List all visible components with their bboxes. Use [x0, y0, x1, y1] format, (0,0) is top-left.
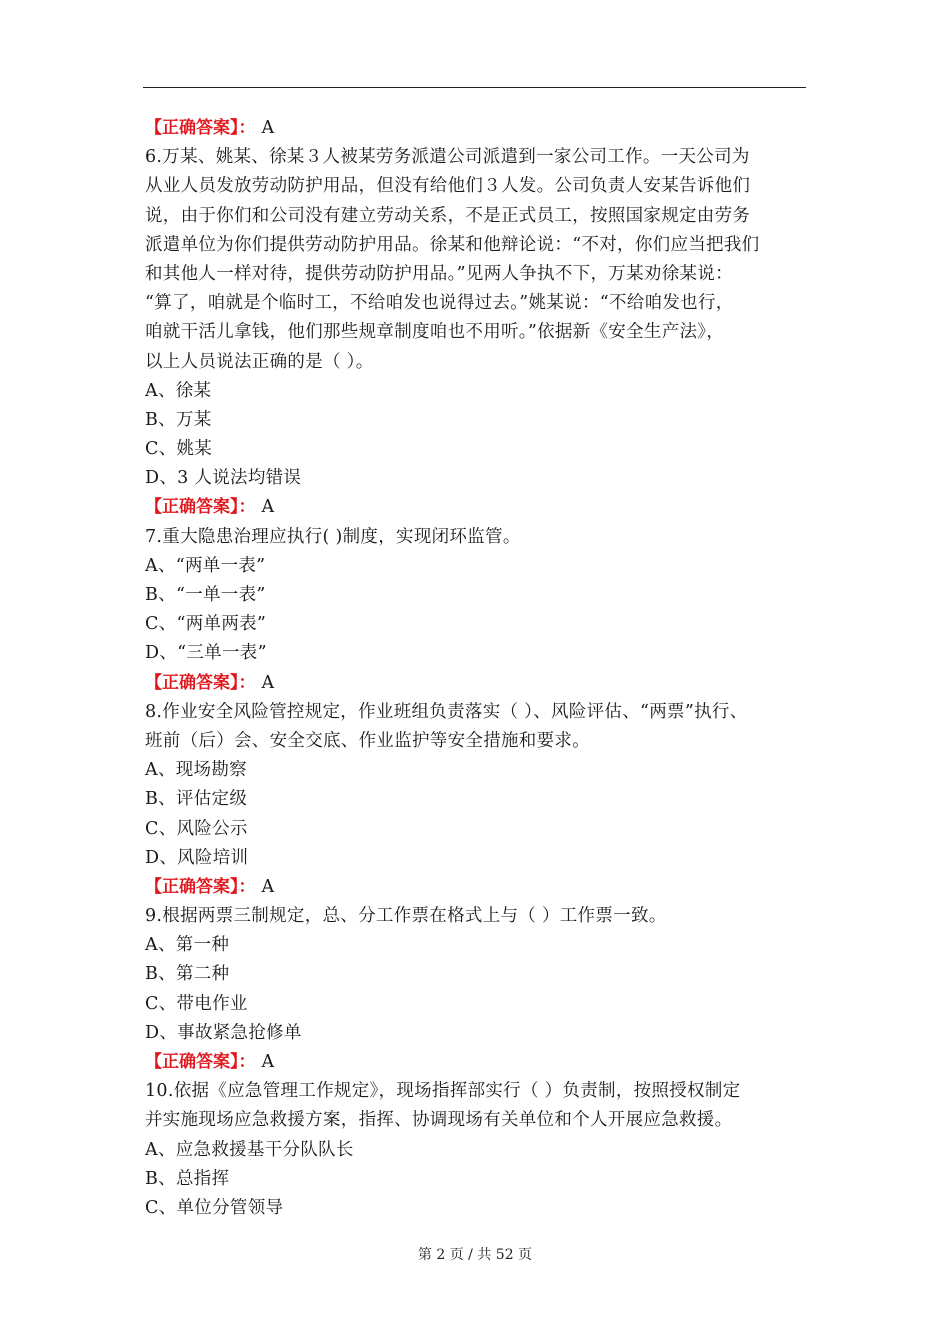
- correct-answer-line: [145, 493, 815, 522]
- answer-option: D、事故紧急抢修单: [145, 1022, 302, 1043]
- answer-option: A、“两单一表”: [145, 555, 266, 576]
- answer-option: C、“两单两表”: [145, 614, 267, 635]
- question-text-line: 8.作业安全风险管控规定，作业班组负责落实（ ）、风险评估、“两票”执行、: [145, 701, 748, 722]
- answer-option: D、3 人说法均错误: [145, 468, 302, 489]
- correct-answer-value: A: [261, 672, 275, 693]
- correct-answer-line: [145, 873, 815, 902]
- answer-option: D、“三单一表”: [145, 643, 267, 664]
- answer-option: B、万某: [145, 409, 212, 430]
- answer-option: C、带电作业: [145, 993, 248, 1014]
- question-text-line: 派遣单位为你们提供劳动防护用品。徐某和他辩论说：“不对，你们应当把我们: [145, 234, 760, 255]
- answer-option: C、姚某: [145, 439, 213, 460]
- correct-answer-label: 【正确答案】：: [145, 672, 256, 693]
- correct-answer-line: [145, 114, 815, 143]
- answer-option: B、“一单一表”: [145, 585, 266, 605]
- question-text-line: 10.依据《应急管理工作规定》，现场指挥部实行（ ）负责制，按照授权制定: [145, 1081, 741, 1102]
- answer-option: B、评估定级: [145, 789, 248, 810]
- answer-option: A、应急救援基干分队队长: [145, 1139, 354, 1160]
- question-text-line: 并实施现场应急救援方案，指挥、协调现场有关单位和个人开展应急救援。: [145, 1110, 733, 1131]
- correct-answer-label: 【正确答案】：: [145, 118, 256, 138]
- question-text-line: 班前（后）会、安全交底、作业监护等安全措施和要求。: [145, 730, 590, 751]
- correct-answer-line: [145, 669, 815, 698]
- question-text-line: 咱就干活儿拿钱，他们那些规章制度咱也不用听。”依据新《安全生产法》，: [145, 322, 725, 343]
- question-text-line: 说，由于你们和公司没有建立劳动关系，不是正式员工，按照国家规定由劳务: [145, 205, 751, 226]
- correct-answer-label: 【正确答案】：: [145, 876, 256, 897]
- question-text-line: 和其他人一样对待，提供劳动防护用品。”见两人争执不下，万某劝徐某说：: [145, 263, 733, 284]
- document-body: [145, 114, 815, 1223]
- correct-answer-value: A: [261, 118, 275, 138]
- correct-answer-value: A: [261, 1052, 275, 1072]
- correct-answer-label: 【正确答案】：: [145, 1052, 256, 1072]
- correct-answer-label: 【正确答案】：: [145, 497, 256, 518]
- answer-option: A、第一种: [145, 935, 230, 956]
- question-text-line: “算了，咱就是个临时工，不给咱发也说得过去。”姚某说：“不给咱发也行，: [145, 293, 734, 314]
- question-text-line: 6.万某、姚某、徐某３人被某劳务派遣公司派遣到一家公司工作。一天公司为: [145, 147, 750, 168]
- answer-option: B、第二种: [145, 964, 230, 985]
- question-text-line: 7.重大隐患治理应执行( )制度，实现闭环监管。: [145, 526, 521, 547]
- question-text-line: 从业人员发放劳动防护用品，但没有给他们３人发。公司负责人安某告诉他们: [145, 176, 751, 197]
- page-footer: 第 2 页 / 共 52 页: [417, 1247, 533, 1263]
- answer-option: A、徐某: [145, 380, 212, 401]
- answer-option: C、单位分管领导: [145, 1197, 284, 1218]
- question-text-line: 9.根据两票三制规定，总、分工作票在格式上与（ ）工作票一致。: [145, 906, 667, 927]
- answer-option: A、现场勘察: [145, 760, 247, 781]
- correct-answer-line: [145, 1048, 815, 1077]
- answer-option: B、总指挥: [145, 1168, 230, 1189]
- header-rule: [143, 87, 806, 88]
- question-text-line: 以上人员说法正确的是（ ）。: [145, 351, 374, 372]
- answer-option: D、风险培训: [145, 847, 249, 868]
- answer-option: C、风险公示: [145, 818, 248, 839]
- correct-answer-value: A: [261, 497, 275, 518]
- correct-answer-value: A: [261, 876, 275, 897]
